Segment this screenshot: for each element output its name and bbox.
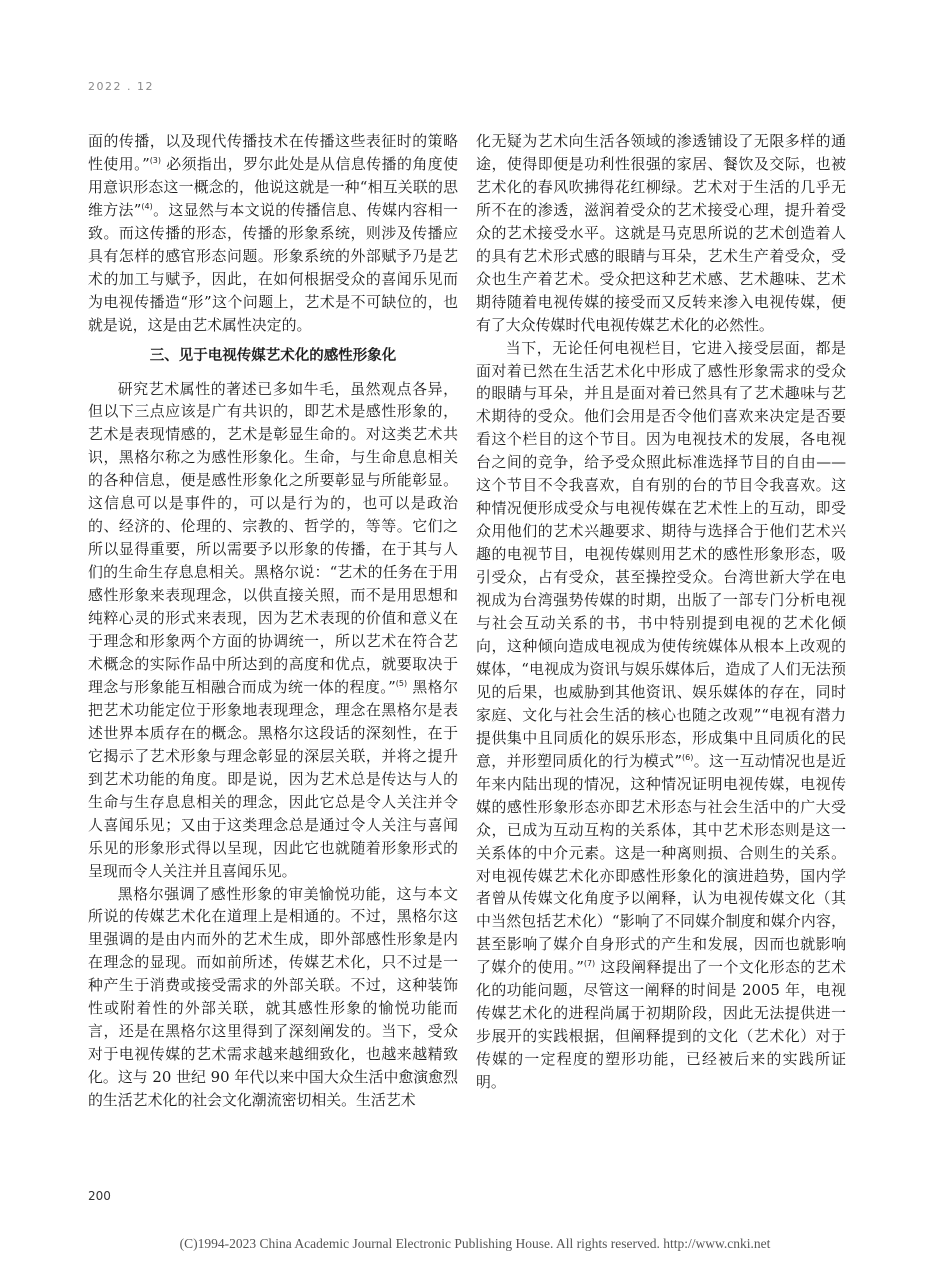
- paragraph: 当下，无论任何电视栏目，它进入接受层面，都是面对着已然在生活艺术化中形成了感性形象需求的受众的眼睛与耳朵，并且是面对着已然具有了艺术趣味与艺术期待的受众。他们会用是否令他们喜欢来决定是否要看这个栏目的这个节目。因为电视技术的发展，各电视台之间的竞争，给予受众照此标准选择节目的自由——这个节目不令我喜欢，自有别的台的节目令我喜欢。这种情况便形成受众与电视传媒在艺术性上的互动，即受众用他们的艺术兴趣要求、期待与选择合于他们艺术兴趣的电视节目，电视传媒则用艺术的感性形象形态，吸引受众，占有受众，甚至操控受众。台湾世新大学在电视成为台湾强势传媒的时期，出版了一部专门分析电视与社会互动关系的书，书中特别提到电视的艺术化倾向，这种倾向造成电视成为使传统媒体从根本上改观的媒体，“电视成为资讯与娱乐媒体后，造成了人们无法预见的后果，也威胁到其他资讯、娱乐媒体的存在，同时家庭、文化与社会生活的核心也随之改观”“电视有潜力提供集中且同质化的娱乐形态，形成集中且同质化的民意，并形塑同质化的行为模式”$^{(6)}$。这一互动情况也是近年来内陆出现的情况，这种情况证明电视传媒，电视传媒的感性形象形态亦即艺术形态与社会生活中的广大受众，已成为互动互构的关系体，其中艺术形态则是这一关系体的中介元素。这是一种离则损、合则生的关系。对电视传媒艺术化亦即感性形象化的演进趋势，国内学者曾从传媒文化角度予以阐释，认为电视传媒文化（其中当然包括艺术化）“影响了不同媒介制度和媒介内容，甚至影响了媒介自身形式的产生和发展，因而也就影响了媒介的使用。”$^{(7)}$ 这段阐释提出了一个文化形态的艺术化的功能问题，尽管这一阐释的时间是 2005 年，电视传媒艺术化的进程尚属于初期阶段，因此无法提供进一步展开的实践根据，但阐释提到的文化（艺术化）对于传媒的一定程度的塑形功能，已经被后来的实践所证明。: [476, 338, 846, 1092]
- paragraph: 研究艺术属性的著述已多如牛毛，虽然观点各异，但以下三点应该是广有共识的，即艺术是感性形象的，艺术是表现情感的，艺术是彰显生命的。对这类艺术共识，黑格尔称之为感性形象化。生命，与生命息息相关的各种信息，便是感性形象化之所要彰显与所能彰显。这信息可以是事件的，可以是行为的，也可以是政治的、经济的、伦理的、宗教的、哲学的，等等。它们之所以显得重要，所以需要予以形象的传播，在于其与人们的生命生存息息相关。黑格尔说：“艺术的任务在于用感性形象来表现理念，以供直接关照，而不是用思想和纯粹心灵的形式来表现，因为艺术表现的价值和意义在于理念和形象两个方面的协调统一，所以艺术在符合艺术概念的实际作品中所达到的高度和优点，就要取决于理念与形象能互相融合而成为统一体的程度。”$^{(5)}$ 黑格尔把艺术功能定位于形象地表现理念，理念在黑格尔是表述世界本质存在的概念。黑格尔这段话的深刻性，在于它揭示了艺术形象与理念彰显的深层关联，并将之提升到艺术功能的角度。即是说，因为艺术总是传达与人的生命与生存息息相关的理念，因此它总是令人关注并令人喜闻乐见；又由于这类理念总是通过令人关注与喜闻乐见的形象形式得以呈现，因此它也就随着形象形式的呈现而令人关注并且喜闻乐见。: [88, 379, 458, 880]
- footnote-ref[interactable]: (6): [682, 752, 694, 762]
- left-column: [88, 130, 458, 1112]
- section-title: 三、见于电视传媒艺术化的感性形象化: [149, 347, 397, 364]
- copyright-footer: (C)1994-2023 China Academic Journal Electronic Publishing House. All rights reserved. http://www.cnki.net: [179, 1236, 771, 1251]
- issue-header: 2022 . 12: [88, 80, 154, 93]
- paragraph: 化无疑为艺术向生活各领域的渗透铺设了无限多样的通途，使得即便是功利性很强的家居、餐饮及交际，也被艺术化的春风吹拂得花红柳绿。艺术对于生活的几乎无所不在的渗透，滋润着受众的艺术接受心理，提升着受众的艺术接受水平。这就是马克思所说的艺术创造着人的具有艺术形式感的眼睛与耳朵，艺术生产着受众，受众也生产着艺术。受众把这种艺术感、艺术趣味、艺术期待随着电视传媒的接受而又反转来渗入电视传媒，便有了大众传媒时代电视传媒艺术化的必然性。: [476, 132, 846, 334]
- footnote-ref[interactable]: (4): [141, 201, 153, 211]
- page-number: 200: [88, 1189, 111, 1203]
- paragraph: 面的传播，以及现代传播技术在传播这些表征时的策略性使用。”$^{(3)}$ 必须指出，罗尔此处是从信息传播的角度使用意识形态这一概念的，他说这就是一种“相互关联的思维方法”$^{(4)}$。这显然与本文说的传播信息、传媒内容相一致。而这传播的形态，传播的形象系统，则涉及传播应具有怎样的感官形态问题。形象系统的外部赋予乃是艺术的加工与赋予，因此，在如何根据受众的喜闻乐见而为电视传播造“形”这个问题上，艺术是不可缺位的，也就是说，这是由艺术属性决定的。: [88, 132, 458, 334]
- footnote-ref[interactable]: (7): [583, 959, 596, 969]
- footnote-ref[interactable]: (3): [149, 155, 162, 165]
- paragraph: 黑格尔强调了感性形象的审美愉悦功能，这与本文所说的传媒艺术化在道理上是相通的。不过，黑格尔这里强调的是由内而外的艺术生成，即外部感性形象是内在理念的显现。而如前所述，传媒艺术化，只不过是一种产生于消费或接受需求的外部关联。不过，这种装饰性或附着性的外部关联，就其感性形象的愉悦功能而言，还是在黑格尔这里得到了深刻阐发的。当下，受众对于电视传媒的艺术需求越来越细致化，也越来越精致化。这与 20 世纪 90 年代以来中国大众生活中愈演愈烈的生活艺术化的社会文化潮流密切相关。生活艺术: [88, 884, 458, 1110]
- footnote-ref[interactable]: (5): [395, 678, 408, 688]
- right-column: [476, 130, 846, 1094]
